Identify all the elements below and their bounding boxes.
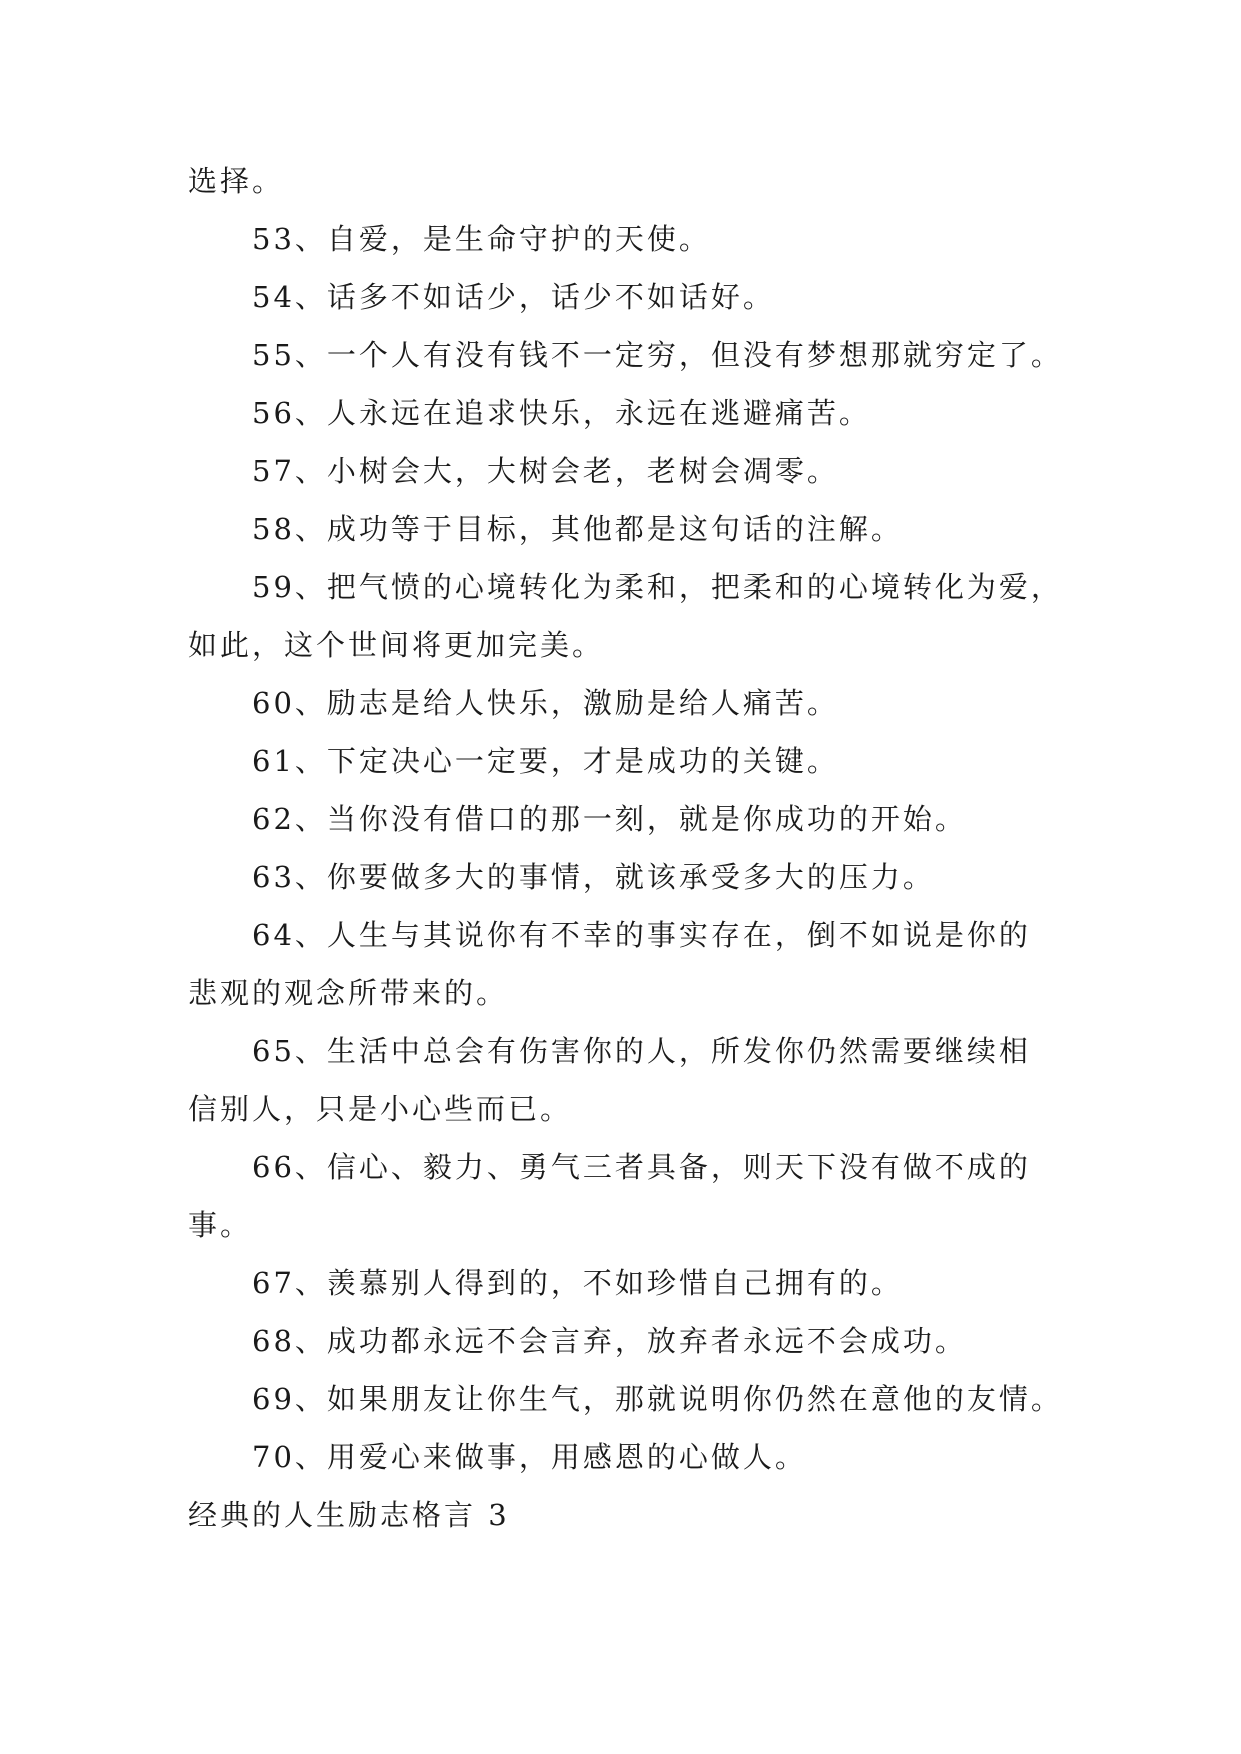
text-line: 选择。 bbox=[188, 164, 285, 198]
text-line: 悲观的观念所带来的。 bbox=[188, 976, 509, 1010]
text-line: 60、励志是给人快乐，激励是给人痛苦。 bbox=[252, 686, 839, 720]
text-line: 68、成功都永远不会言弃，放弃者永远不会成功。 bbox=[252, 1324, 967, 1358]
text-line: 61、下定决心一定要，才是成功的关键。 bbox=[252, 744, 839, 778]
text-line: 信别人，只是小心些而已。 bbox=[188, 1092, 573, 1126]
text-line: 事。 bbox=[188, 1208, 253, 1242]
document-body bbox=[188, 152, 1068, 1544]
text-line: 66、信心、毅力、勇气三者具备，则天下没有做不成的 bbox=[252, 1150, 1031, 1184]
text-line: 69、如果朋友让你生气，那就说明你仍然在意他的友情。 bbox=[252, 1382, 1063, 1416]
text-line: 53、自爱，是生命守护的天使。 bbox=[252, 222, 711, 256]
text-lines bbox=[188, 152, 1068, 1486]
text-line: 70、用爱心来做事，用感恩的心做人。 bbox=[252, 1440, 807, 1474]
text-line: 55、一个人有没有钱不一定穷，但没有梦想那就穷定了。 bbox=[252, 338, 1063, 372]
text-line: 62、当你没有借口的那一刻，就是你成功的开始。 bbox=[252, 802, 967, 836]
text-line: 54、话多不如话少，话少不如话好。 bbox=[252, 280, 775, 314]
text-line: 如此，这个世间将更加完美。 bbox=[188, 628, 605, 662]
text-line: 57、小树会大，大树会老，老树会凋零。 bbox=[252, 454, 839, 488]
section-heading: 经典的人生励志格言 3 bbox=[188, 1498, 510, 1532]
text-line: 56、人永远在追求快乐，永远在逃避痛苦。 bbox=[252, 396, 871, 430]
text-line: 58、成功等于目标，其他都是这句话的注解。 bbox=[252, 512, 903, 546]
text-line: 67、羡慕别人得到的，不如珍惜自己拥有的。 bbox=[252, 1266, 903, 1300]
text-line: 65、生活中总会有伤害你的人，所发你仍然需要继续相 bbox=[252, 1034, 1031, 1068]
text-line: 63、你要做多大的事情，就该承受多大的压力。 bbox=[252, 860, 935, 894]
text-line: 59、把气愤的心境转化为柔和，把柔和的心境转化为爱， bbox=[252, 570, 1063, 604]
text-line: 64、人生与其说你有不幸的事实存在，倒不如说是你的 bbox=[252, 918, 1031, 952]
